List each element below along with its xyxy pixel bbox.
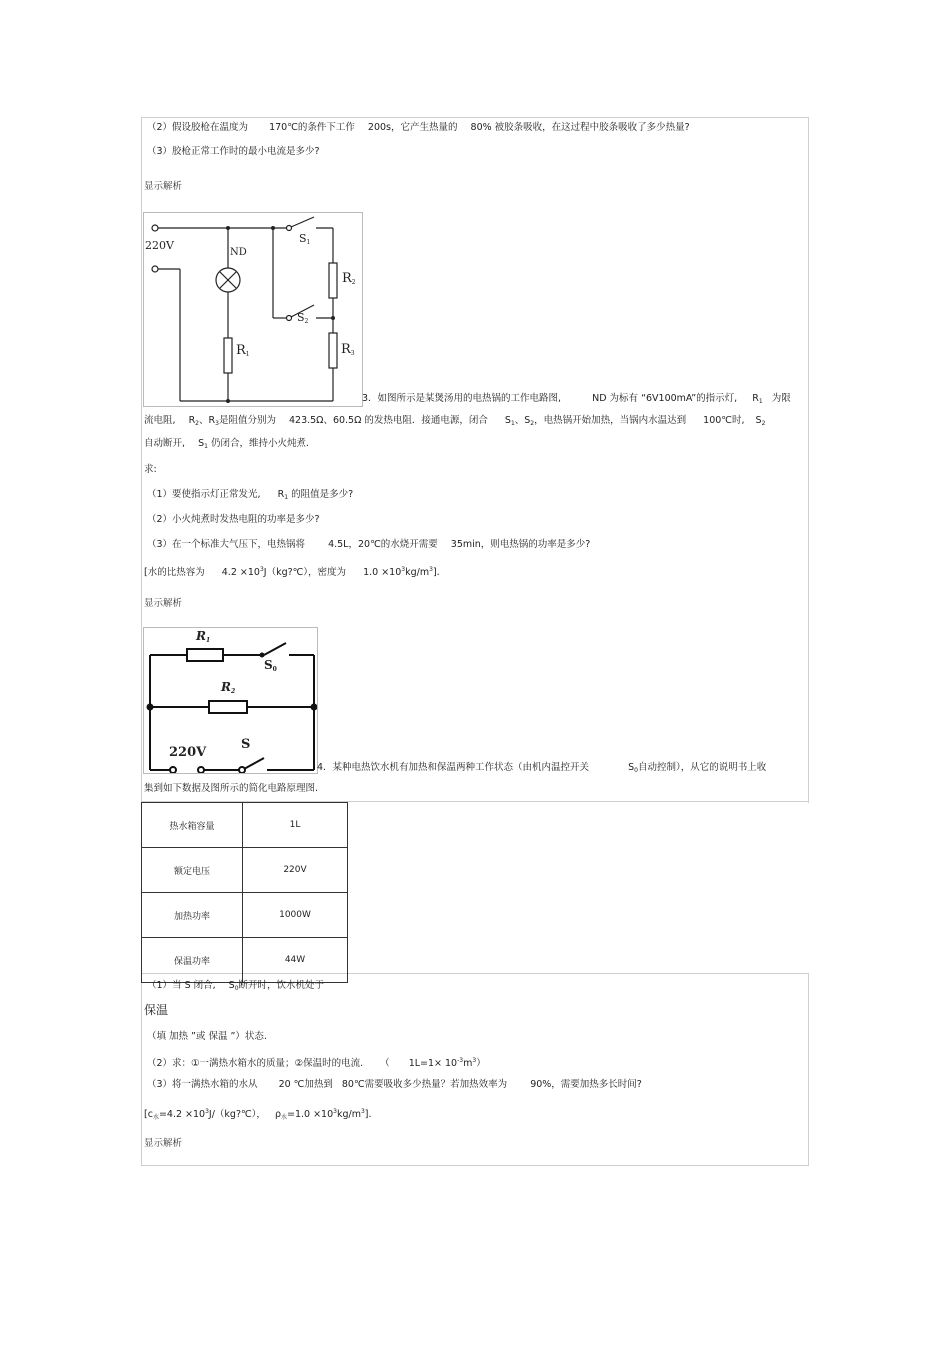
spec-value: 220V [243, 848, 348, 893]
problem3-q2: （2）小火炖煮时发热电阻的功率是多少? [147, 514, 320, 525]
spec-value: 44W [243, 938, 348, 983]
spec-key: 保温功率 [142, 938, 243, 983]
spec-key: 加热功率 [142, 893, 243, 938]
table-row [142, 848, 348, 893]
spec-value: 1L [243, 803, 348, 848]
circuit-diagram-2 [143, 627, 318, 774]
q3-glue-gun: （3）胶枪正常工作时的最小电流是多少? [147, 146, 320, 157]
label-s0-fig2: $S_0$ [264, 658, 277, 673]
problem4-answer: 保温 [144, 1003, 169, 1017]
label-220v-fig2: 220V [169, 745, 207, 760]
problem3-line1: 3．如图所示是某煲汤用的电热锅的工作电路图, ND 为标有 “6V100mA”的指示灯, $R_1$ 为限 [362, 393, 791, 405]
problem4-line1: 4．某种电热饮水机有加热和保温两种工作状态（由机内温控开关 $S_0$自动控制），从它的说明书上收 [317, 762, 767, 774]
show-analysis-link-2[interactable]: 显示解析 [144, 598, 183, 609]
circuit-diagram-1 [143, 212, 363, 407]
show-analysis-link-1[interactable]: 显示解析 [144, 181, 183, 192]
label-s1: $S_1$ [299, 232, 311, 246]
table-row [142, 938, 348, 983]
circuit-1-svg [144, 213, 362, 406]
spec-value: 1000W [243, 893, 348, 938]
label-220v: 220V [145, 239, 174, 252]
label-r1: $R_1$ [236, 343, 250, 358]
spec-key: 额定电压 [142, 848, 243, 893]
problem4-q3: （3）将一满热水箱的水从 20 ℃加热到 80℃需要吸收多少热量？若加热效率为 90%，需要加热多长时间? [147, 1079, 642, 1090]
problem3-q1: （1）要使指示灯正常发光, $R_1$ 的阻值是多少? [147, 489, 354, 501]
problem4-line2: 集到如下数据及图所示的简化电路原理图. [144, 783, 319, 794]
problem3-q3: （3）在一个标准大气压下，电热锅将 4.5L，20℃的水烧开需要 35min，则电热锅的功率是多少? [147, 539, 591, 550]
problem3-line2: 流电阻, $R_2$、$R_3$是阻值分别为 423.5Ω、60.5Ω 的发热电阻．接通电源，闭合 $S_1$、$S_2$，电热锅开始加热，当锅内水温达到 100℃时, $S_2$ [144, 415, 766, 427]
label-r2-fig2: $R_2$ [221, 680, 236, 695]
spec-table [141, 802, 348, 983]
problem4-q2: （2）求：①一满热水箱水的质量；②保温时的电流. （ $1L=1\times 10^{-3}m^3$） [147, 1057, 486, 1069]
label-s2: $S_2$ [297, 311, 309, 325]
label-s-fig2: S [241, 737, 251, 752]
label-r3: $R_3$ [341, 342, 355, 357]
problem4-fill-hint: （填 加热 ”或 保温 ”）状态. [147, 1031, 267, 1042]
show-analysis-link-3[interactable]: 显示解析 [144, 1138, 183, 1149]
label-r2: $R_2$ [342, 271, 356, 286]
problem3-ask: 求: [144, 464, 157, 475]
q2-glue-gun: （2）假设胶枪在温度为 170℃的条件下工作 200s，它产生热量的 80% 被胶条吸收，在这过程中胶条吸收了多少热量? [147, 122, 690, 133]
problem3-constants: [水的比热容为 $4.2 \times 10^3J(kg?℃)$，密度为 $1.0 \times 10^3kg/m^3$]． [144, 566, 447, 578]
table-row [142, 803, 348, 848]
problem4-q1: （1）当 S 闭合, $S_0$断开时，饮水机处于 [147, 980, 325, 992]
problem3-line3: 自动断开, $S_1$ 仍闭合，维持小火炖煮． [144, 438, 316, 450]
label-nd: ND [230, 247, 247, 258]
label-r1-fig2: $R_1$ [196, 629, 211, 644]
table-row [142, 893, 348, 938]
spec-key: 热水箱容量 [142, 803, 243, 848]
problem4-constants: [$c_水=4.2$ $\times 10^3J/(kg?℃)$， $\rho_水=1.0 \times 10^3kg/m^3$]. [144, 1108, 372, 1121]
